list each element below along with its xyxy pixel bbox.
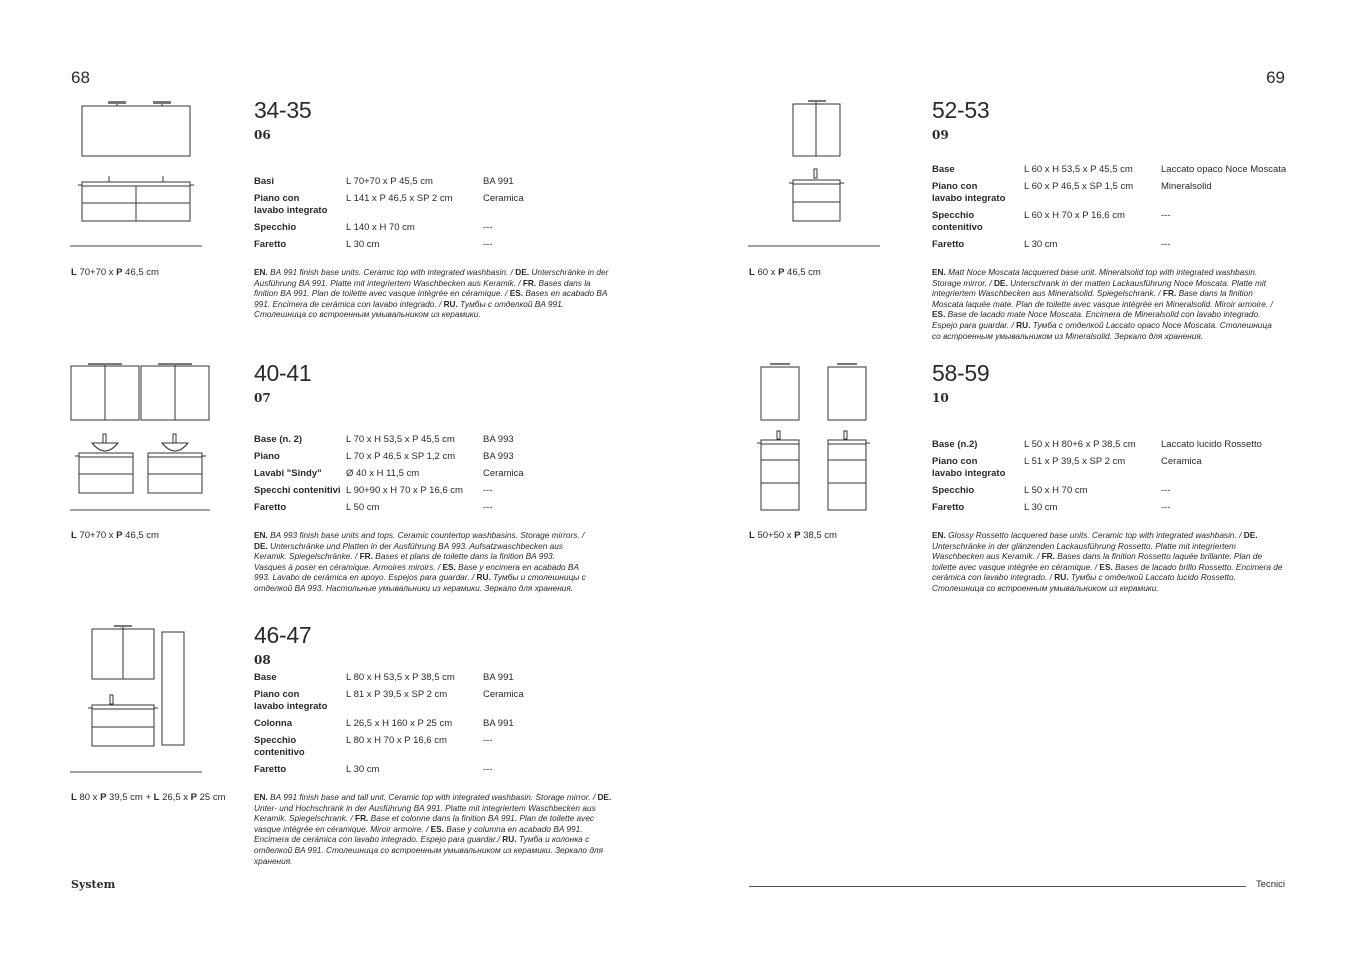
spec-item-finish: --- bbox=[483, 485, 493, 496]
spec-item-name: Specchi contenitivi bbox=[254, 485, 341, 496]
product-drawing bbox=[748, 361, 882, 513]
language-tag: RU. bbox=[502, 834, 517, 845]
spec-item-finish: Laccato opaco Noce Moscata bbox=[1161, 164, 1287, 175]
spec-row bbox=[932, 164, 1291, 176]
language-tag: DE. bbox=[597, 792, 612, 802]
spec-item-finish: --- bbox=[483, 222, 493, 233]
overall-dimension: L 70+70 x P 46,5 cm bbox=[71, 530, 159, 541]
spec-row bbox=[932, 456, 1291, 480]
description-text: Base de lacado mate Noce Moscata. Encimera de Mineralsolid con lavabo integrado. Espejo para guardar. / bbox=[932, 309, 1261, 330]
spec-row bbox=[254, 672, 613, 684]
composition-ref: 34-35 bbox=[254, 97, 312, 123]
composition-ref: 52-53 bbox=[932, 97, 990, 123]
spec-item-finish: BA 991 bbox=[483, 672, 514, 683]
description-text: Glossy Rossetto lacquered base units. Ceramic top with integrated washbasin. / bbox=[945, 530, 1244, 540]
language-tag: FR. bbox=[359, 551, 373, 562]
spec-item-size: L 30 cm bbox=[346, 764, 380, 775]
description-text: Тумба с отделкой Laccato opaco Noce Moscata. Столешница со встроенным умывальником из Mineralsolid. Зеркало для хранения. bbox=[932, 319, 1272, 341]
spec-item-size: L 80 x H 53,5 x P 38,5 cm bbox=[346, 672, 455, 683]
spec-row bbox=[932, 210, 1291, 234]
product-drawing bbox=[70, 98, 204, 250]
description bbox=[254, 530, 589, 594]
language-tag: EN. bbox=[254, 530, 268, 540]
product-drawing bbox=[70, 623, 204, 775]
spec-item-size: L 26,5 x H 160 x P 25 cm bbox=[346, 718, 453, 729]
language-tag: DE. bbox=[515, 267, 530, 277]
description-text: Bases en acabado BA 991. Encimera de cerámica con lavabo integrado. / bbox=[254, 288, 608, 309]
spec-row bbox=[932, 485, 1291, 497]
spec-row bbox=[254, 718, 613, 730]
spec-item-name: Faretto bbox=[932, 502, 965, 513]
spec-item-name: Piano bbox=[254, 451, 280, 462]
spec-row bbox=[932, 181, 1291, 205]
spec-row bbox=[254, 502, 613, 514]
composition-code: 10 bbox=[932, 391, 949, 405]
spec-item-size: L 60 x H 53,5 x P 45,5 cm bbox=[1024, 164, 1133, 175]
description bbox=[932, 530, 1287, 594]
spec-row bbox=[254, 176, 613, 188]
description-text: Bases de lacado brillo Rossetto. Encimera de cerámica con lavabo integrado. / bbox=[932, 561, 1283, 583]
spec-item-finish: Ceramica bbox=[1161, 456, 1202, 467]
spec-item-finish: Ceramica bbox=[483, 689, 524, 700]
spec-table bbox=[254, 434, 613, 519]
spec-item-name: Specchio contenitivo bbox=[932, 210, 983, 233]
spec-item-size: L 30 cm bbox=[346, 239, 380, 250]
description-text: BA 991 finish base and tall unit. Ceramic top with integrated washbasin. Storage mirror. / bbox=[267, 792, 598, 802]
spec-item-name: Basi bbox=[254, 176, 275, 187]
brand-name: System bbox=[71, 878, 116, 891]
spec-item-name: Base bbox=[932, 164, 955, 175]
spec-item-size: L 70 x P 46,5 x SP 1,2 cm bbox=[346, 451, 456, 462]
language-tag: RU. bbox=[443, 298, 458, 309]
spec-row bbox=[254, 764, 613, 776]
spec-item-name: Piano con lavabo integrato bbox=[932, 181, 1006, 204]
description bbox=[254, 267, 612, 320]
spec-item-size: L 60 x H 70 x P 16,6 cm bbox=[1024, 210, 1125, 221]
language-tag: RU. bbox=[1054, 572, 1069, 583]
spec-item-finish: BA 991 bbox=[483, 718, 514, 729]
spec-item-name: Faretto bbox=[254, 764, 287, 775]
language-tag: ES. bbox=[1099, 561, 1113, 572]
spec-item-finish: --- bbox=[483, 735, 493, 746]
spec-row bbox=[254, 239, 613, 251]
product-drawing bbox=[70, 361, 212, 513]
spec-row bbox=[254, 222, 613, 234]
overall-dimension: L 70+70 x P 46,5 cm bbox=[71, 267, 159, 278]
composition-code: 08 bbox=[254, 653, 271, 667]
language-tag: ES. bbox=[430, 823, 444, 834]
description-text: BA 993 finish base units and tops. Ceramic countertop washbasins. Storage mirrors. / bbox=[267, 530, 585, 540]
composition-code: 09 bbox=[932, 128, 949, 142]
language-tag: ES. bbox=[509, 288, 524, 299]
product-drawing bbox=[748, 98, 882, 250]
spec-item-name: Colonna bbox=[254, 718, 292, 729]
language-tag: ES. bbox=[932, 309, 946, 320]
language-tag: EN. bbox=[932, 530, 946, 540]
spec-item-size: L 51 x P 39,5 x SP 2 cm bbox=[1024, 456, 1126, 467]
spec-item-finish: BA 993 bbox=[483, 434, 514, 445]
description-text: Bases dans la finition Rossetto laquée brillante. Plan de toilette avec vasque intégrée en céramique. / bbox=[932, 551, 1263, 572]
spec-item-finish: --- bbox=[1161, 485, 1171, 496]
composition-ref: 40-41 bbox=[254, 360, 312, 386]
description-text: Bases et plans de toilette dans la finition BA 993. Vasques à poser en céramique. Armoires miroirs. / bbox=[254, 551, 555, 572]
language-tag: FR. bbox=[355, 813, 369, 824]
spec-row bbox=[254, 689, 613, 713]
language-tag: FR. bbox=[1041, 551, 1055, 562]
spec-row bbox=[254, 451, 613, 463]
description-text: Matt Noce Moscata lacquered base unit. Mineralsolid top with integrated washbasin. Storage mirror. / bbox=[932, 267, 1258, 288]
spec-item-finish: --- bbox=[483, 764, 493, 775]
language-tag: DE. bbox=[254, 540, 268, 551]
spec-row bbox=[932, 239, 1291, 251]
language-tag: EN. bbox=[932, 267, 946, 277]
spec-item-finish: Mineralsolid bbox=[1161, 181, 1212, 192]
spec-item-name: Faretto bbox=[254, 502, 287, 513]
spec-row bbox=[932, 439, 1291, 451]
description-text: Unterschränke und Platten in der Ausführung BA 993. Aufsatzwaschbecken aus Keramik. Spiegelschränke. / bbox=[254, 540, 564, 562]
spec-item-name: Piano con lavabo integrato bbox=[254, 193, 328, 216]
spec-item-name: Base bbox=[254, 672, 277, 683]
spec-row bbox=[254, 434, 613, 446]
description bbox=[932, 267, 1277, 341]
description-text: Base dans la finition Moscata laquée mate. Plan de toilette avec vasque intégrée en Mineralsolid. Miroir armoire. / bbox=[932, 288, 1273, 309]
language-tag: RU. bbox=[1016, 319, 1031, 330]
spec-item-size: L 50 x H 70 cm bbox=[1024, 485, 1088, 496]
spec-item-finish: --- bbox=[483, 239, 493, 250]
language-tag: FR. bbox=[522, 277, 537, 288]
spec-table bbox=[254, 672, 613, 781]
overall-dimension: L 60 x P 46,5 cm bbox=[749, 267, 821, 278]
language-tag: EN. bbox=[254, 267, 268, 277]
spec-item-name: Base (n. 2) bbox=[254, 434, 303, 445]
spec-item-size: L 90+90 x H 70 x P 16,6 cm bbox=[346, 485, 463, 496]
spec-item-name: Base (n.2) bbox=[932, 439, 978, 450]
description-text: Тумбы с отделкой BA 991. Столешница со встроенным умывальником из керамики. bbox=[254, 298, 565, 320]
spec-item-finish: Ceramica bbox=[483, 193, 524, 204]
spec-item-finish: Laccato lucido Rossetto bbox=[1161, 439, 1262, 450]
description-text: Unterschränke in der glänzenden Lackausführung Rossetto. Platte mit integriertem Waschbecken aus Keramik. / bbox=[932, 540, 1236, 562]
page-number-right: 69 bbox=[1266, 68, 1285, 87]
spec-item-name: Faretto bbox=[254, 239, 287, 250]
composition-ref: 46-47 bbox=[254, 622, 312, 648]
spec-item-size: L 81 x P 39,5 x SP 2 cm bbox=[346, 689, 448, 700]
description-text: Unterschränke in der Ausführung BA 991. Platte mit integriertem Waschbecken aus Keramik. / bbox=[254, 267, 609, 288]
overall-dimension: L 50+50 x P 38,5 cm bbox=[749, 530, 837, 541]
spec-item-size: Ø 40 x H 11,5 cm bbox=[346, 468, 420, 479]
description-text: Base y columna en acabado BA 991. Encimera de cerámica con lavabo integrado. Espejo para guardar./ bbox=[254, 823, 583, 845]
spec-item-name: Lavabi "Sindy" bbox=[254, 468, 322, 479]
description-text: BA 991 finish base units. Ceramic top with integrated washbasin. / bbox=[267, 267, 516, 277]
spec-item-size: L 50 x H 80+6 x P 38,5 cm bbox=[1024, 439, 1136, 450]
language-tag: RU. bbox=[476, 572, 491, 583]
language-tag: ES. bbox=[442, 561, 456, 572]
spec-item-size: L 50 cm bbox=[346, 502, 380, 513]
page-number-left: 68 bbox=[71, 68, 90, 87]
spec-item-size: L 70 x H 53,5 x P 45,5 cm bbox=[346, 434, 455, 445]
spec-table bbox=[932, 164, 1291, 256]
spec-item-size: L 141 x P 46,5 x SP 2 cm bbox=[346, 193, 453, 204]
description-text: Bases dans la finition BA 991. Plan de toilette avec vasque intégrée en céramique. / bbox=[254, 277, 591, 299]
spec-row bbox=[254, 485, 613, 497]
language-tag: DE. bbox=[1243, 530, 1258, 540]
spec-row bbox=[254, 193, 613, 217]
spec-item-finish: --- bbox=[1161, 502, 1171, 513]
spec-item-name: Piano con lavabo integrato bbox=[932, 456, 1006, 479]
composition-code: 06 bbox=[254, 128, 271, 142]
spec-table bbox=[254, 176, 613, 256]
spec-item-finish: BA 991 bbox=[483, 176, 514, 187]
overall-dimension: L 80 x P 39,5 cm + L 26,5 x P 25 cm bbox=[71, 792, 226, 803]
spec-item-finish: --- bbox=[1161, 210, 1171, 221]
description-text: Unter- und Hochschrank in der Ausführung BA 991. Platte mit integriertem Waschbecken aus Keramik. Spiegelschrank. / bbox=[254, 802, 596, 824]
description-text: Тумбы и столешницы с отделкой BA 993. Настольные умывальники из керамики. Зеркало для хранения. bbox=[254, 572, 586, 593]
description-text: Base et colonne dans la finition BA 991. Plan de toilette avec vasque intégrée en céramique. Miroir armoire. / bbox=[254, 813, 595, 834]
spec-item-size: L 30 cm bbox=[1024, 239, 1058, 250]
spec-item-size: L 60 x P 46,5 x SP 1,5 cm bbox=[1024, 181, 1134, 192]
spec-item-finish: BA 993 bbox=[483, 451, 514, 462]
footer-divider bbox=[749, 886, 1246, 887]
section-label: Tecnici bbox=[1255, 879, 1285, 890]
language-tag: EN. bbox=[254, 792, 268, 802]
spec-item-finish: --- bbox=[483, 502, 493, 513]
composition-ref: 58-59 bbox=[932, 360, 990, 386]
spec-item-name: Specchio contenitivo bbox=[254, 735, 305, 758]
spec-item-finish: Ceramica bbox=[483, 468, 524, 479]
description-text: Тумбы с отделкой Laccato lucido Rossetto. Столешница со встроенным умывальником из керамики. bbox=[932, 572, 1236, 593]
description-text: Тумба и колонка с отделкой BA 991. Столешница со встроенным умывальником из керамики. Зеркало для хранения. bbox=[254, 834, 604, 866]
spec-item-name: Piano con lavabo integrato bbox=[254, 689, 328, 712]
spec-item-size: L 30 cm bbox=[1024, 502, 1058, 513]
spec-item-name: Specchio bbox=[932, 485, 975, 496]
spec-item-size: L 140 x H 70 cm bbox=[346, 222, 415, 233]
spec-row bbox=[254, 468, 613, 480]
spec-table bbox=[932, 439, 1291, 519]
spec-row bbox=[254, 735, 613, 759]
language-tag: FR. bbox=[1162, 288, 1177, 299]
description bbox=[254, 792, 612, 866]
description-text: Unterschrank in der matten Lackausführung Noce Moscata. Platte mit integriertem Waschbecken aus Mineralsolid. Spiegelschrank. / bbox=[932, 277, 1267, 299]
spec-item-name: Specchio bbox=[254, 222, 297, 233]
spec-item-size: L 70+70 x P 45,5 cm bbox=[346, 176, 433, 187]
spec-item-size: L 80 x H 70 x P 16,6 cm bbox=[346, 735, 447, 746]
spec-row bbox=[932, 502, 1291, 514]
composition-code: 07 bbox=[254, 391, 271, 405]
spec-item-finish: --- bbox=[1161, 239, 1171, 250]
language-tag: DE. bbox=[993, 277, 1008, 288]
spec-item-name: Faretto bbox=[932, 239, 965, 250]
description-text: Base y encimera en acabado BA 993. Lavabo de cerámica en apoyo. Espejos para guardar. / bbox=[254, 561, 579, 583]
